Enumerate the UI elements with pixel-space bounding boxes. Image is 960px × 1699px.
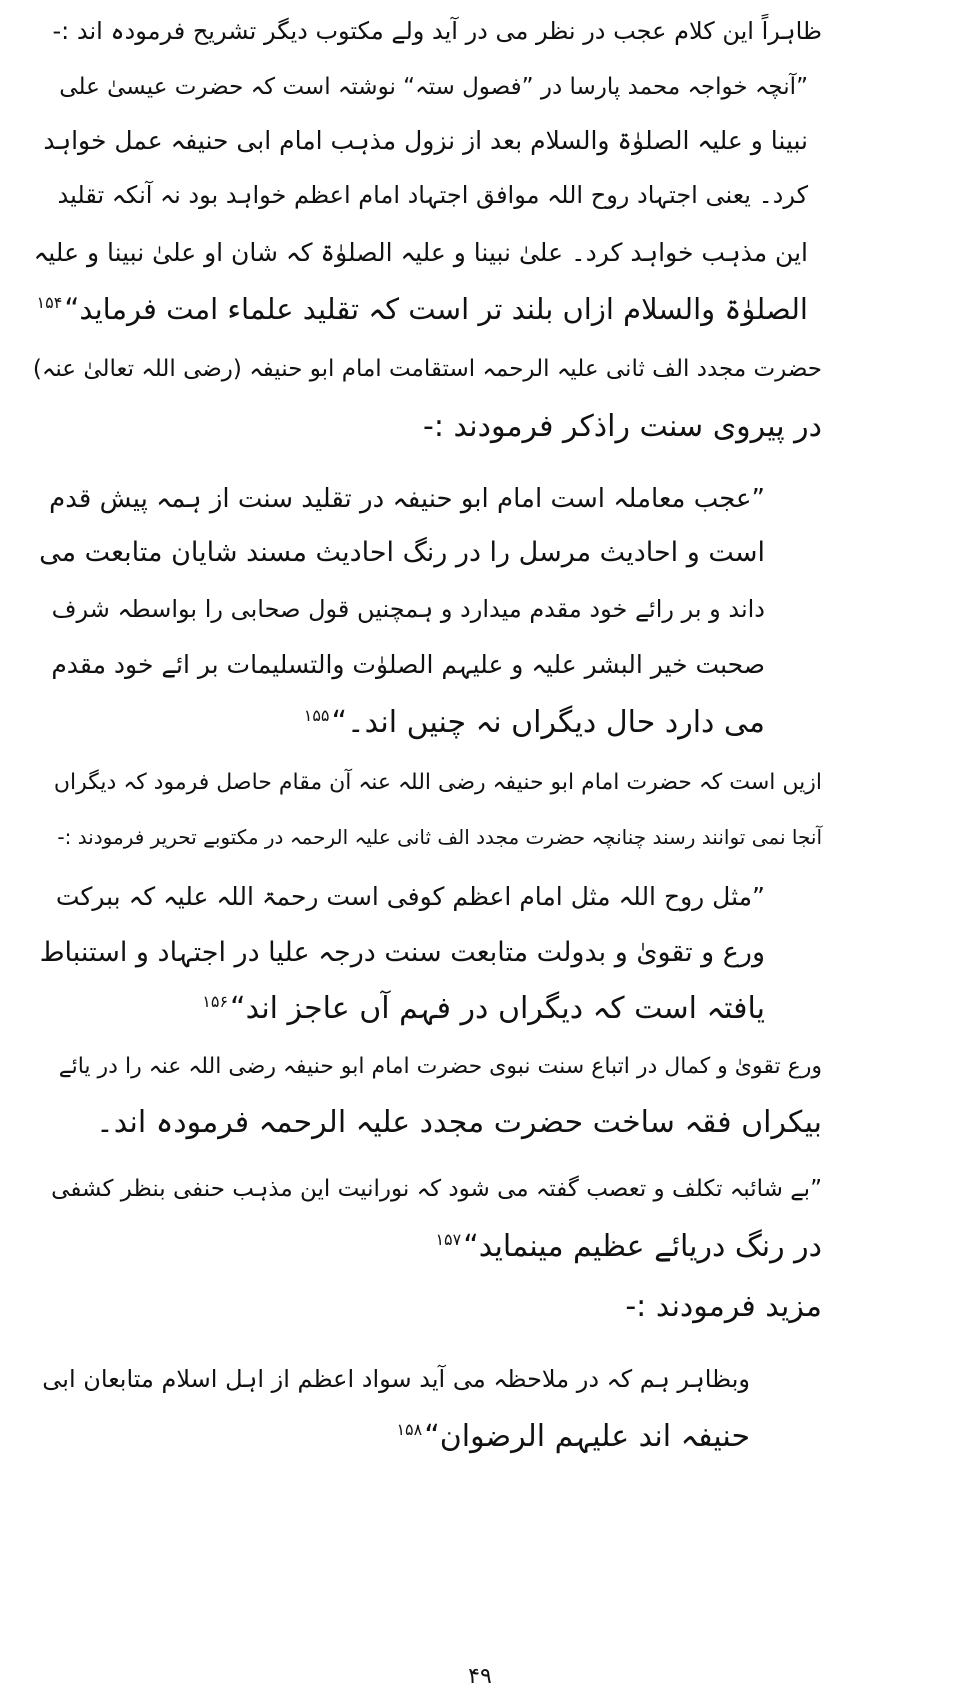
quote-line: می دارد حال دیگراں نہ چنیں اند۔“$^{۱۵۵}$ <box>303 705 765 740</box>
quote-line: صحبت خیر البشر علیہ و علیہم الصلوٰت والتسلیمات بر ائے خود مقدم <box>51 650 765 679</box>
text-line: مزید فرمودند :- <box>625 1289 822 1324</box>
text-line: حضرت مجدد الف ثانی علیہ الرحمہ استقامت امام ابو حنیفہ (رضی اللہ تعالیٰ عنہ) <box>32 356 822 382</box>
quote-line: ”مثل روح اللہ مثل امام اعظم کوفی است رحمۃ اللہ علیہ کہ ببرکت <box>55 882 765 911</box>
quote-line: نبینا و علیہ الصلوٰۃ والسلام بعد از نزول مذہب امام ابی حنیفہ عمل خواہد <box>43 126 808 155</box>
footnote-marker: ۱۵۶ <box>202 992 229 1011</box>
footnote-marker: ۱۵۸ <box>396 1420 423 1439</box>
text-line: ازیں است کہ حضرت امام ابو حنیفہ رضی اللہ عنہ آن مقام حاصل فرمود کہ دیگراں <box>53 770 822 795</box>
text-line: ورع تقویٰ و کمال در اتباع سنت نبوی حضرت امام ابو حنیفہ رضی اللہ عنہ را در یائے <box>58 1054 822 1079</box>
quote-line: حنیفہ اند علیہم الرضوان“$^{۱۵۸}$ <box>396 1419 750 1454</box>
quote-line: ”آنچہ خواجہ محمد پارسا در ”فصول ستہ“ نوشتہ است کہ حضرت عیسیٰ علی <box>59 74 808 100</box>
page-number: ۴۹ <box>468 1664 492 1689</box>
quote-line: این مذہب خواہد کرد۔ علیٰ نبینا و علیہ الصلوٰۃ کہ شان او علیٰ نبینا و علیہ <box>33 238 808 267</box>
text-line: ظاہراً این کلام عجب در نظر می در آید ولے مکتوب دیگر تشریح فرمودہ اند :- <box>52 17 822 45</box>
text-line: در پیروی سنت راذکر فرمودند :- <box>423 409 822 444</box>
quote-line: است و احادیث مرسل را در رنگ احادیث مسند شایان متابعت می <box>39 537 765 568</box>
quote-line: کرد۔ یعنی اجتہاد روح اللہ موافق اجتہاد امام اعظم خواہد بود نہ آنکہ تقلید <box>57 181 808 209</box>
footnote-marker: ۱۵۷ <box>435 1230 462 1249</box>
quote-line: در رنگ دریائے عظیم مینماید“$^{۱۵۷}$ <box>435 1229 822 1264</box>
text-line: آنجا نمی توانند رسند چنانچہ حضرت مجدد الف ثانی علیہ الرحمہ در مکتوبے تحریر فرمودند :- <box>57 825 822 849</box>
footnote-marker: ۱۵۴ <box>36 293 63 313</box>
quote-line: الصلوٰۃ والسلام ازاں بلند تر است کہ تقلید علماء امت فرماید“$^{۱۵۴}$ <box>36 292 808 326</box>
footnote-marker: ۱۵۵ <box>303 706 330 725</box>
text-line: بیکراں فقہ ساخت حضرت مجدد علیہ الرحمہ فرمودہ اند۔ <box>96 1105 822 1140</box>
quote-line: ”عجب معاملہ است امام ابو حنیفہ در تقلید سنت از ہمہ پیش قدم <box>49 484 765 514</box>
quote-line: ورع و تقویٰ و بدولت متابعت سنت درجہ علیا در اجتہاد و استنباط <box>39 937 765 968</box>
quote-line: ”بے شائبہ تکلف و تعصب گفتہ می شود کہ نورانیت این مذہب حنفی بنظر کشفی <box>51 1176 822 1202</box>
quote-line: داند و بر رائے خود مقدم میدارد و ہمچنیں قول صحابی را بواسطہ شرف <box>51 595 765 623</box>
quote-line: وبظاہر ہم کہ در ملاحظہ می آید سواد اعظم از اہل اسلام متابعان ابی <box>42 1365 750 1393</box>
quote-line: یافتہ است کہ دیگراں در فہم آں عاجز اند“$^{۱۵۶}$ <box>202 991 765 1026</box>
